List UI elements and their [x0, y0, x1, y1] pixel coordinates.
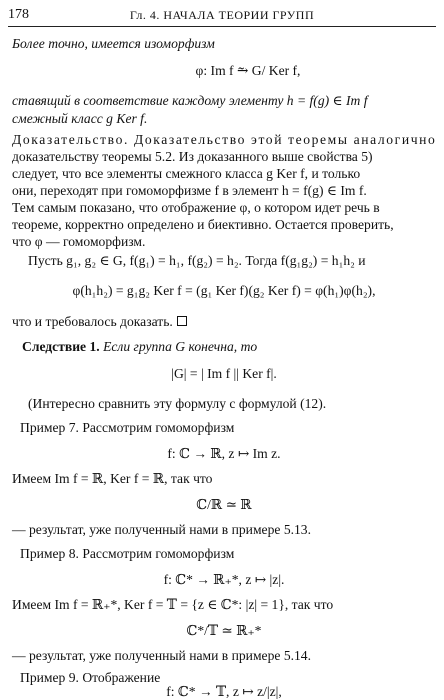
qed-square-icon — [177, 316, 187, 326]
text-line: (Интересно сравнить эту формулу с формулой (12). — [28, 396, 327, 411]
text-line: Имеем Im f = ℝ₊*, Ker f = 𝕋 = {z ∈ ℂ*: |z| = 1}, так что — [12, 597, 334, 612]
text-line: Пусть g₁, g₂ ∈ G, f(g₁) = h₁, f(g₂) = h₂. Тогда f(g₁g₂) = h₁h₂ и — [28, 253, 366, 268]
example-7-line: Пример 7. Рассмотрим гомоморфизм — [20, 420, 235, 435]
corollary-text: Если группа G конечна, то — [103, 339, 258, 354]
example-9-line: Пример 9. Отображение — [20, 670, 161, 685]
text-line: доказательству теоремы 5.2. Из доказанного выше свойства 5) — [12, 149, 373, 164]
proof-heading: Доказательство. Доказательство этой теоремы аналогично — [12, 132, 437, 147]
text-line: — результат, уже полученный нами в примере 5.13. — [12, 522, 312, 537]
formula-homomorphism: φ(h₁h₂) = g₁g₂ Ker f = (g₁ Ker f)(g₂ Ker f) = φ(h₁)φ(h₂), — [72, 283, 376, 298]
text-line-proof-start — [12, 132, 436, 148]
formula-example-9: f: ℂ* → 𝕋, z ↦ z/|z|, — [166, 684, 282, 699]
corollary-line — [22, 339, 436, 355]
example-8-line: Пример 8. Рассмотрим гомоморфизм — [20, 546, 235, 561]
formula-quotient-1: ℂ/ℝ ≃ ℝ — [196, 497, 252, 512]
formula-quotient-2: ℂ*/𝕋 ≃ ℝ₊* — [186, 623, 262, 638]
text-line: Более точно, имеется изоморфизм — [12, 36, 215, 51]
text-line: смежный класс g Ker f. — [12, 111, 148, 126]
formula-isomorphism: φ: Im f ⥲ G/ Ker f, — [195, 63, 301, 78]
text-line: теореме, корректно определено и биективно. Остается проверить, — [12, 217, 394, 232]
text-line: Имеем Im f = ℝ, Ker f = ℝ, так что — [12, 471, 213, 486]
formula-order: |G| = | Im f || Ker f|. — [171, 366, 277, 381]
text-line: — результат, уже полученный нами в примере 5.14. — [12, 648, 312, 663]
page-number: 178 — [8, 7, 29, 22]
corollary-heading: Следствие 1. — [22, 339, 100, 354]
text-line: ставящий в соответствие каждому элементу h = f(g) ∈ Im f — [12, 93, 368, 108]
text-line: они, переходят при гомоморфизме f в элемент h = f(g) ∈ Im f. — [12, 183, 367, 198]
qed-line — [12, 314, 436, 330]
text-line: следует, что все элементы смежного класса g Ker f, и только — [12, 166, 361, 181]
text-line: что φ — гомоморфизм. — [12, 234, 146, 249]
formula-example-7: f: ℂ → ℝ, z ↦ Im z. — [167, 446, 281, 461]
formula-example-8: f: ℂ* → ℝ₊*, z ↦ |z|. — [163, 572, 285, 587]
running-title: Гл. 4. НАЧАЛА ТЕОРИИ ГРУПП — [129, 8, 315, 22]
page-header — [8, 4, 436, 27]
text-line: Тем самым показано, что отображение φ, о котором идет речь в — [12, 200, 380, 215]
qed-text: что и требовалось доказать. — [12, 314, 173, 329]
